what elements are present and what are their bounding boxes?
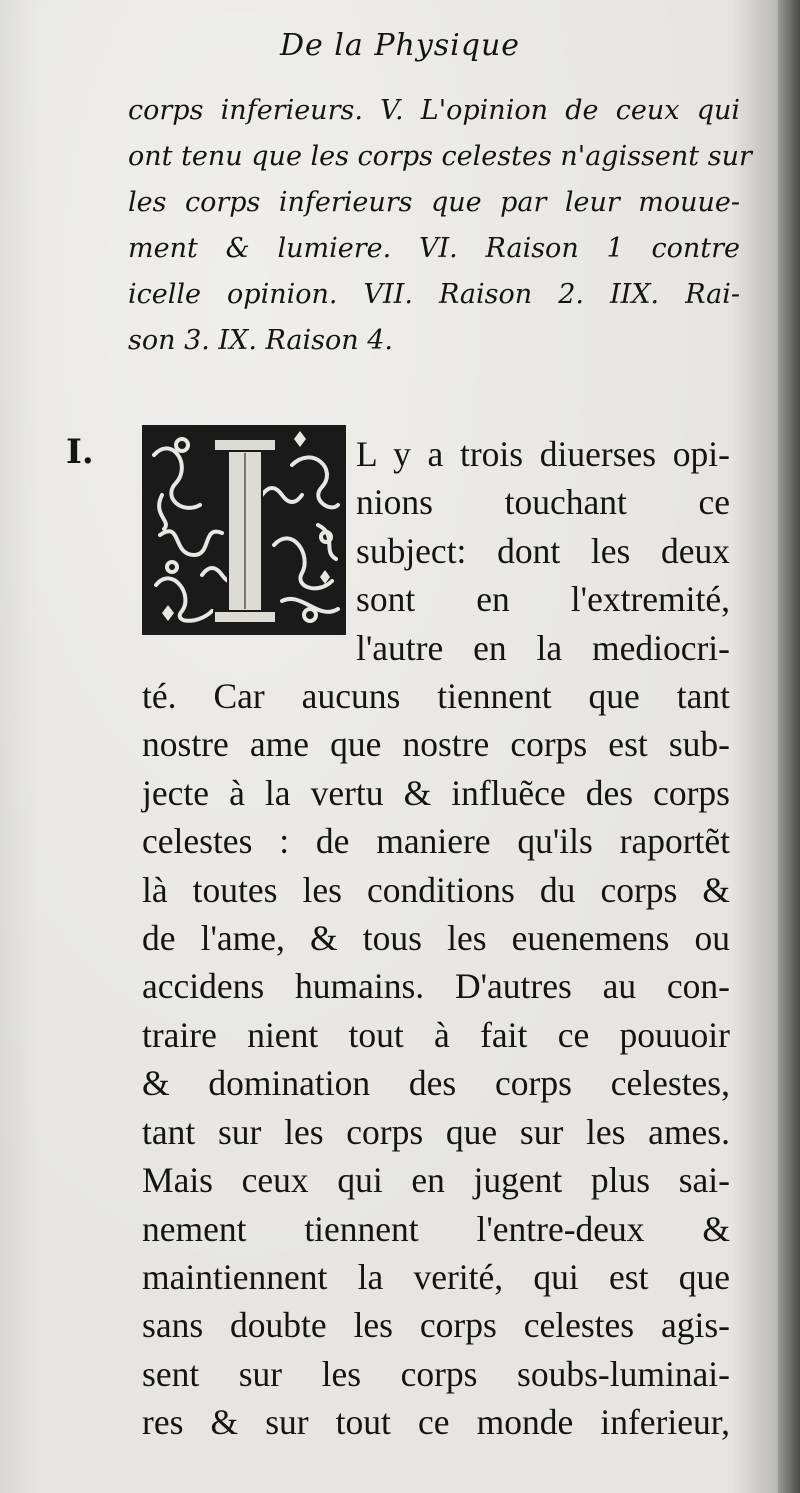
- body-line: sont en l'extremité,: [356, 579, 730, 620]
- body-line: té. Car aucuns tiennent que tant: [142, 676, 730, 717]
- summary-line: ment & lumiere. VI. Raison 1 contre: [128, 233, 740, 264]
- body-line: nement tiennent l'entre-deux &: [142, 1208, 730, 1249]
- summary-line: corps inferieurs. V. L'opinion de ceux qui: [128, 95, 740, 126]
- body-text: [142, 430, 730, 1447]
- body-line: de l'ame, & tous les euenemens ou: [142, 918, 730, 959]
- body-line: subject: dont les deux: [356, 530, 730, 571]
- body-line: L y a trois diuerses opi-: [356, 434, 730, 474]
- body-line: nions touchant ce: [356, 482, 730, 523]
- body-line: res & sur tout ce monde inferieur,: [142, 1402, 730, 1443]
- body-line: jecte à la vertu & influẽce des corps: [142, 772, 730, 813]
- body-line: traire nient tout à fait ce pouuoir: [142, 1014, 730, 1055]
- body-line: tant sur les corps que sur les ames.: [142, 1111, 730, 1152]
- body-line: sent sur les corps soubs-luminai-: [142, 1353, 730, 1394]
- summary-line: les corps inferieurs que par leur mouue-: [128, 187, 740, 218]
- section-number: I.: [66, 432, 94, 472]
- page-edge-shadow: [778, 0, 800, 1493]
- body-line: nostre ame que nostre corps est sub-: [142, 724, 730, 765]
- chapter-summary: [128, 88, 752, 364]
- summary-line: ont tenu que les corps celestes n'agissent sur: [128, 141, 752, 172]
- body-line: sans doubte les corps celestes agis-: [142, 1305, 730, 1346]
- body-line: l'autre en la mediocri-: [356, 627, 730, 668]
- body-line: & domination des corps celestes,: [142, 1063, 730, 1104]
- body-line: celestes : de maniere qu'ils raportẽt: [142, 821, 730, 862]
- running-head: De la Physique: [279, 28, 521, 63]
- body-line: maintiennent la verité, qui est que: [142, 1256, 730, 1297]
- body-line: accidens humains. D'autres au con-: [142, 966, 730, 1007]
- summary-line: son 3. IX. Raison 4.: [128, 325, 394, 356]
- body-line: là toutes les conditions du corps &: [142, 869, 730, 910]
- body-line: Mais ceux qui en jugent plus sai-: [142, 1160, 730, 1201]
- summary-line: icelle opinion. VII. Raison 2. IIX. Rai-: [128, 279, 740, 310]
